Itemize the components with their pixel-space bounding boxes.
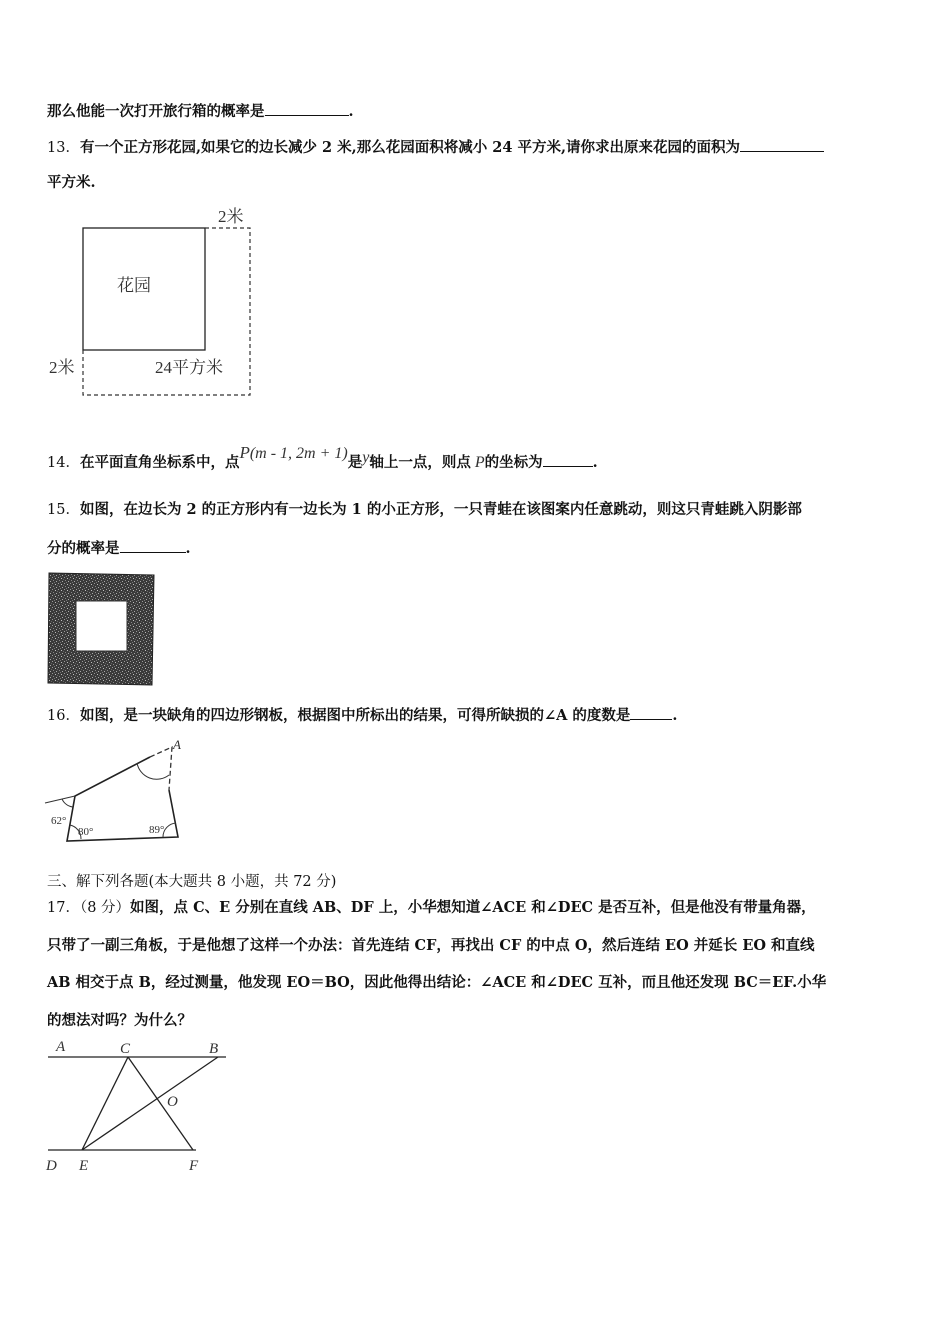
q14-coords: (m - 1, 2m + 1) — [249, 445, 348, 462]
q13-line2: 平方米. — [47, 174, 96, 191]
q15-line2 — [47, 538, 191, 559]
q15-line1 — [47, 500, 802, 520]
q15-answer-blank[interactable] — [120, 538, 186, 553]
segment-eb — [82, 1057, 218, 1150]
arc-89 — [163, 823, 176, 837]
q12-text: 那么他能一次打开旅行箱的概率是 — [47, 103, 265, 120]
q17-figure — [44, 1036, 234, 1176]
segment-cf — [128, 1057, 193, 1150]
q12-answer-blank[interactable] — [265, 101, 349, 116]
q16-answer-blank[interactable] — [630, 705, 672, 720]
label-62: 62° — [51, 815, 67, 827]
label-point-f: F — [189, 1158, 199, 1174]
q14-post: 轴上一点，则点 — [369, 454, 471, 471]
q12-end: . — [348, 103, 354, 120]
area-label: 24平方米 — [155, 358, 223, 377]
q13-answer-blank[interactable] — [740, 137, 824, 152]
label-a: A — [173, 737, 181, 752]
q17-number: 17． — [47, 900, 80, 916]
q16-line — [47, 705, 677, 726]
q14-mid: 是 — [347, 454, 363, 471]
q14-post2: 的坐标为 — [484, 454, 543, 471]
q16-number: 16． — [47, 708, 80, 724]
label-80: 80° — [78, 826, 94, 838]
garden-label: 花园 — [117, 276, 151, 295]
top-width-label: 2米 — [218, 207, 244, 226]
q15-end: . — [185, 540, 191, 557]
q17-line3: AB 相交于点 B，经过测量，他发现 EO＝BO，因此他得出结论：∠ACE 和∠DEC 互补，而且他还发现 BC＝EF.小华 — [47, 974, 827, 991]
q13-figure — [45, 200, 260, 405]
label-point-d: D — [46, 1158, 57, 1174]
label-point-e: E — [79, 1158, 89, 1174]
label-point-o: O — [167, 1094, 178, 1110]
q13-line1 — [47, 137, 824, 158]
segment-ce — [82, 1057, 128, 1150]
q15-number: 15． — [47, 502, 80, 518]
arc-a — [137, 763, 169, 779]
q14-pre: 在平面直角坐标系中，点 — [79, 454, 240, 471]
q16-end: . — [672, 707, 678, 724]
q14-point: P — [239, 443, 250, 462]
section3-title: 三、解下列各题(本大题共 8 小题，共 72 分) — [47, 874, 337, 890]
q17-line1-text: 如图，点 C、E 分别在直线 AB、DF 上，小华想知道∠ACE 和∠DEC 是否互补，但是他没有带量角器， — [130, 899, 816, 916]
q14-end: . — [592, 454, 598, 471]
label-point-a: A — [56, 1039, 66, 1055]
q17-line4: 的想法对吗？为什么？ — [47, 1012, 192, 1029]
q17-line1 — [47, 898, 816, 918]
q14-line — [47, 443, 598, 473]
left-width-label: 2米 — [49, 358, 75, 377]
q15-text: 如图，在边长为 2 的正方形内有一边长为 1 的小正方形，一只青蛙在该图案内任意跳动，则这只青蛙跳入阴影部 — [79, 501, 802, 518]
q16-figure — [45, 735, 195, 850]
extension-line — [45, 796, 75, 803]
arc-62 — [62, 799, 73, 807]
q13-text: 有一个正方形花园,如果它的边长减少 2 米,那么花园面积将减小 24 平方米,请你求出原来花园的面积为 — [79, 139, 741, 156]
q16-text: 如图，是一块缺角的四边形钢板，根据图中所标出的结果，可得所缺损的∠A 的度数是 — [79, 707, 631, 724]
label-89: 89° — [149, 824, 165, 836]
q14-point-ref: P — [474, 454, 485, 471]
q17-line2: 只带了一副三角板，于是他想了这样一个办法：首先连结 CF，再找出 CF 的中点 O，然后连结 EO 并延长 EO 和直线 — [47, 937, 815, 954]
q12-line — [47, 101, 354, 122]
missing-corner — [150, 747, 172, 790]
q14-number: 14． — [47, 455, 80, 471]
q15-line2-text: 分的概率是 — [47, 540, 120, 557]
q14-axis: y — [362, 449, 370, 466]
label-point-b: B — [209, 1041, 219, 1057]
q14-answer-blank[interactable] — [543, 452, 593, 467]
q15-figure — [46, 571, 158, 687]
q13-number: 13． — [47, 140, 80, 156]
q17-score: （8 分） — [79, 900, 131, 916]
label-point-c: C — [120, 1041, 131, 1057]
small-white-square — [76, 601, 127, 651]
